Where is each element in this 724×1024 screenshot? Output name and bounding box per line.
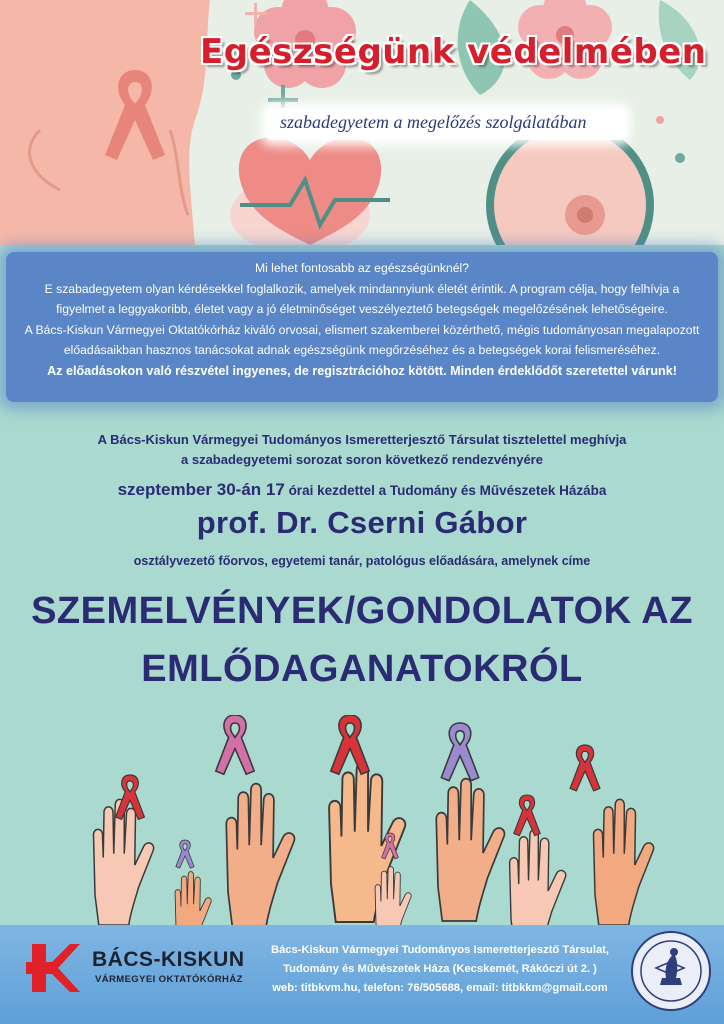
hand-with-ribbon-icon xyxy=(570,745,654,925)
intro-highlight: Az előadásokon való részvétel ingyenes, de regisztrációhoz kötött. Minden érdeklődőt szeretettel várunk! xyxy=(47,363,677,378)
event-date xyxy=(0,480,724,500)
invitation-line-2: a szabadegyetemi sorozat soron következő rendezvényére xyxy=(181,452,543,467)
event-venue: órai kezdettel a Tudomány és Művészetek Házába xyxy=(284,483,607,498)
hand-with-ribbon-icon xyxy=(436,723,504,921)
contact-line: web: titbkvm.hu, telefon: 76/505688, email: titbkkm@gmail.com xyxy=(272,982,608,994)
speaker-name: prof. Dr. Cserni Gábor xyxy=(196,505,528,540)
intro-line: figyelmet a leggyakoribb, életet vagy a jó életminőséget veszélyeztető betegségek megelőzésének lehetőségeire. xyxy=(56,302,668,316)
lecture-title-line-2: EMLŐDAGANATOKRÓL xyxy=(141,648,583,690)
intro-line: E szabadegyetem olyan kérdésekkel foglalkozik, amelyek mindannyiunk életét érintik. A program célja, hogy felhívja a xyxy=(44,281,680,296)
intro-line: A Bács-Kiskun Vármegyei Oktatókórház kiváló orvosai, elismert szakemberei közérthető, mégis tudományosan megalapozott xyxy=(24,322,700,337)
intro-line: előadásaikban hasznos tanácsokat adnak egészségünk megőrzéséhez és a betegségek korai felismeréséhez. xyxy=(63,343,661,357)
contact-line: Bács-Kiskun Vármegyei Tudományos Ismeretterjesztő Társulat, xyxy=(270,944,610,956)
hands-with-ribbons-illustration xyxy=(0,715,724,930)
contact-info xyxy=(250,941,630,998)
intro-text xyxy=(12,258,712,381)
intro-line: Mi lehet fontosabb az egészségünknél? xyxy=(254,261,470,275)
lecture-title-line-1: SZEMELVÉNYEK/GONDOLATOK AZ xyxy=(31,590,693,632)
hospital-logo-subtitle: VÁRMEGYEI OKTATÓKÓRHÁZ xyxy=(95,974,243,985)
hospital-k-logo xyxy=(26,940,82,996)
contact-line: Tudomány és Művészetek Háza (Kecskemét, Rákóczi út 2. ) xyxy=(283,963,597,975)
society-seal-icon xyxy=(630,930,712,1012)
hand-with-ribbon-icon xyxy=(94,775,154,925)
speaker-role: osztályvezető főorvos, egyetemi tanár, patológus előadására, amelynek címe xyxy=(133,554,591,568)
invitation-line-1: A Bács-Kiskun Vármegyei Tudományos Ismeretterjesztő Társulat tisztelettel meghívja xyxy=(97,432,627,447)
event-date-time: szeptember 30-án 17 xyxy=(117,480,285,499)
hospital-logo-name: BÁCS-KISKUN xyxy=(92,948,245,971)
page-subtitle: szabadegyetem a megelőzés szolgálatában xyxy=(280,112,587,132)
hand-with-ribbon-icon xyxy=(510,795,566,930)
hand-with-ribbon-icon xyxy=(216,715,295,926)
hand-with-ribbon-icon xyxy=(175,840,211,930)
breast-illustration xyxy=(0,0,210,245)
page-title: Egészségünk védelmében xyxy=(200,32,707,72)
breast-illustration xyxy=(490,125,650,245)
